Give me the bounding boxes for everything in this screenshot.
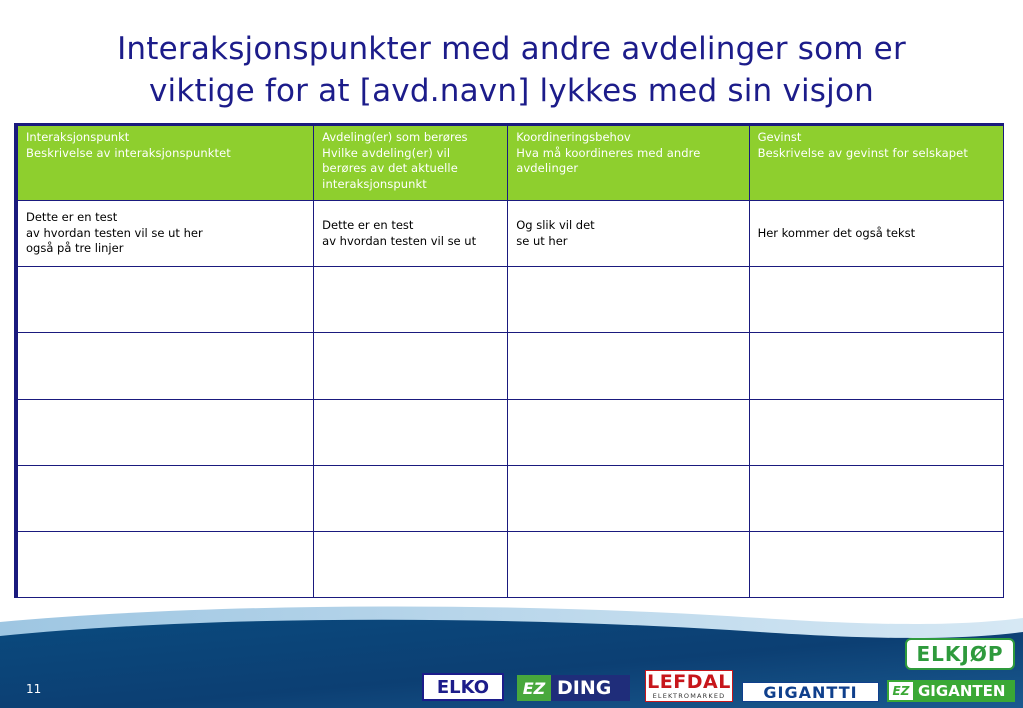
cell-text-line: Her kommer det også tekst	[757, 225, 916, 240]
table-cell[interactable]	[16, 531, 314, 597]
elkjop-logo	[905, 638, 1015, 670]
table-cell[interactable]	[749, 399, 1003, 465]
header-description: interaksjonspunkt	[322, 176, 427, 191]
header-description: Hva må koordineres med andre	[516, 145, 701, 160]
table-cell[interactable]	[749, 201, 1003, 267]
table-cell[interactable]	[508, 465, 749, 531]
cell-text-line: Dette er en test	[322, 218, 414, 233]
gigantti-logo	[742, 682, 879, 702]
table-cell[interactable]	[508, 399, 749, 465]
ez-badge: EZ	[517, 675, 551, 701]
table-cell[interactable]	[508, 201, 749, 267]
cell-text-line: Dette er en test	[26, 210, 118, 225]
table-row	[16, 333, 1004, 399]
giganten-logo-text: GIGANTEN	[918, 682, 1006, 700]
header-title: Gevinst	[757, 130, 802, 144]
slide-title	[0, 28, 1023, 112]
header-cell	[749, 125, 1003, 201]
table-cell[interactable]	[16, 201, 314, 267]
header-cell	[508, 125, 749, 201]
table-cell[interactable]	[508, 267, 749, 333]
table-header-row	[16, 125, 1004, 201]
lefdal-logo-text: LEFDAL	[647, 670, 731, 693]
table-cell[interactable]	[16, 333, 314, 399]
table-cell[interactable]	[314, 201, 508, 267]
header-title: Interaksjonspunkt	[26, 130, 130, 144]
ez-giganten-logo	[887, 680, 1015, 702]
cell-text-line: av hvordan testen vil se ut her	[26, 225, 203, 240]
lefdal-logo-subtext: ELEKTROMARKED	[652, 691, 726, 700]
cell-text-line: Og slik vil det	[516, 218, 595, 233]
table-cell[interactable]	[749, 267, 1003, 333]
elkjop-logo-text: ELKJØP	[916, 642, 1004, 666]
header-cell	[16, 125, 314, 201]
cell-text-line: av hvordan testen vil se ut	[322, 233, 477, 248]
table-cell[interactable]	[508, 333, 749, 399]
table-row	[16, 465, 1004, 531]
table-cell[interactable]	[749, 531, 1003, 597]
page-number: 11	[26, 682, 42, 696]
ez-ding-logo	[517, 675, 630, 701]
table-cell[interactable]	[749, 465, 1003, 531]
interaction-table-container	[14, 123, 1004, 598]
cell-text-line: se ut her	[516, 233, 568, 248]
table-cell[interactable]	[314, 531, 508, 597]
table-cell[interactable]	[508, 531, 749, 597]
elko-logo	[422, 673, 504, 701]
table-cell[interactable]	[16, 267, 314, 333]
header-cell	[314, 125, 508, 201]
elko-logo-text: ELKO	[436, 676, 490, 698]
gigantti-logo-text: GIGANTTI	[763, 682, 858, 702]
table-row	[16, 267, 1004, 333]
header-title: Koordineringsbehov	[516, 130, 631, 144]
table-cell[interactable]	[16, 399, 314, 465]
cell-text-line: også på tre linjer	[26, 241, 124, 256]
table-row	[16, 201, 1004, 267]
table-cell[interactable]	[314, 333, 508, 399]
table-cell[interactable]	[314, 267, 508, 333]
header-description: avdelinger	[516, 161, 579, 175]
header-title: Avdeling(er) som berøres	[322, 130, 468, 144]
header-description: Hvilke avdeling(er) vil	[322, 145, 451, 160]
table-cell[interactable]	[16, 465, 314, 531]
header-description: Beskrivelse av interaksjonspunktet	[26, 145, 231, 160]
header-description: Beskrivelse av gevinst for selskapet	[757, 145, 968, 160]
ding-logo-text: DING	[557, 677, 612, 699]
table-row	[16, 531, 1004, 597]
table-cell[interactable]	[749, 333, 1003, 399]
title-line-2: viktige for at [avd.navn] lykkes med sin visjon	[149, 73, 874, 109]
table-row	[16, 399, 1004, 465]
header-description: berøres av det aktuelle	[322, 161, 458, 175]
ez-badge: EZ	[889, 682, 913, 700]
title-line-1: Interaksjonspunkter med andre avdelinger som er	[117, 31, 906, 67]
table-cell[interactable]	[314, 465, 508, 531]
table-cell[interactable]	[314, 399, 508, 465]
lefdal-logo	[645, 670, 733, 702]
interaction-table	[14, 123, 1004, 598]
